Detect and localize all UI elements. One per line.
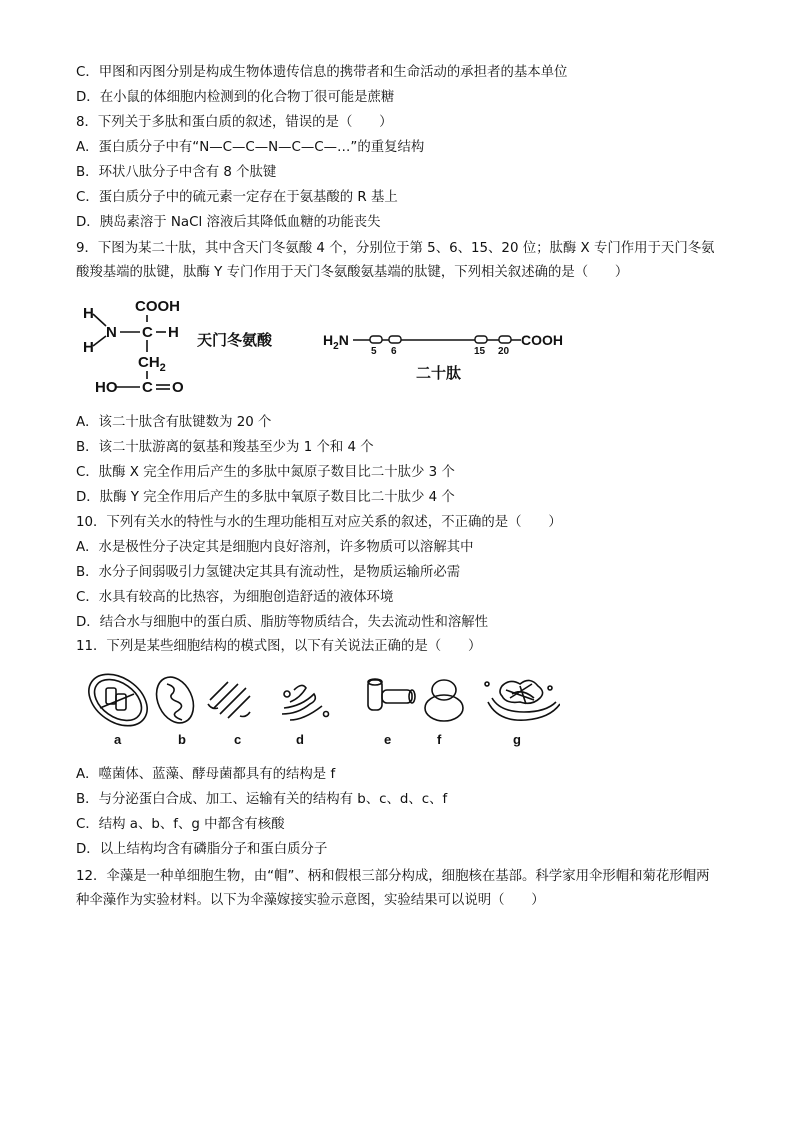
question-10-stem: 10．下列有关水的特性与水的生理功能相互对应关系的叙述，不正确的是（ ） — [76, 515, 562, 530]
position-label: 5 — [371, 346, 377, 357]
cooh-label: COOH — [135, 298, 180, 315]
structure-f-ribosome — [425, 680, 463, 721]
nh2-label: $H_2N$ — [323, 332, 349, 352]
aspartic-acid-bonds — [93, 314, 170, 389]
option-d: D．肽酶 Y 完全作用后产生的多肽中氧原子数目比二十肽少 4 个 — [76, 490, 455, 505]
ho-label: HO — [95, 379, 118, 396]
structure-b-mitochondrion — [149, 671, 200, 729]
ch2-label: $CH_2$ — [138, 354, 166, 374]
structure-label: a — [114, 732, 122, 747]
c-atom-label: C — [142, 379, 153, 396]
structure-label: g — [513, 732, 521, 747]
structure-c-endoplasmic-reticulum — [208, 682, 250, 718]
structure-g-nucleus — [485, 680, 560, 720]
option-c: C．结构 a、b、f、g 中都含有核酸 — [76, 817, 285, 832]
option-c: C．水具有较高的比热容，为细胞创造舒适的液体环境 — [76, 590, 394, 605]
option-a: A．水是极性分子决定其是细胞内良好溶剂，许多物质可以溶解其中 — [76, 540, 474, 555]
position-label: 15 — [474, 346, 486, 357]
peptide-chain — [353, 336, 521, 343]
structure-a-chloroplast — [80, 668, 157, 736]
question-11-stem: 11．下列是某些细胞结构的模式图，以下有关说法正确的是（ ） — [76, 639, 482, 654]
text-line: D．在小鼠的体细胞内检测到的化合物丁很可能是蔗糖 — [76, 90, 395, 105]
option-b: B．水分子间弱吸引力氢键决定其具有流动性，是物质运输所必需 — [76, 565, 461, 580]
structure-label: c — [234, 732, 242, 747]
question-12-stem: 12．伞藻是一种单细胞生物，由“帽”、柄和假根三部分构成，细胞核在基部。科学家用伞形帽和菊花形帽两 — [76, 869, 710, 884]
c-atom-label: C — [142, 324, 153, 341]
o-atom-label: O — [172, 379, 184, 396]
option-b: B．环状八肽分子中含有 8 个肽键 — [76, 165, 277, 180]
structure-label: b — [178, 732, 186, 747]
h-atom-label: H — [83, 339, 94, 356]
option-c: C．肽酶 X 完全作用后产生的多肽中氮原子数目比二十肽少 3 个 — [76, 465, 455, 480]
structure-label: e — [384, 732, 392, 747]
option-a: A．噬菌体、蓝藻、酵母菌都具有的结构是 f — [76, 767, 336, 782]
cooh-end-label: COOH — [521, 332, 563, 348]
residue-5-marker — [370, 336, 382, 343]
text-line: C．甲图和丙图分别是构成生物体遗传信息的携带者和生命活动的承担者的基本单位 — [76, 65, 568, 80]
option-b: B．与分泌蛋白合成、加工、运输有关的结构有 b、c、d、c、f — [76, 792, 448, 807]
option-d: D．以上结构均含有磷脂分子和蛋白质分子 — [76, 842, 328, 857]
residue-20-marker — [499, 336, 511, 343]
position-label: 20 — [498, 346, 510, 357]
structure-e-centriole — [368, 679, 415, 710]
residue-15-marker — [475, 336, 487, 343]
option-c: C．蛋白质分子中的硫元素一定存在于氨基酸的 R 基上 — [76, 190, 398, 205]
peptide-title: 二十肽 — [416, 365, 462, 382]
h-atom-label: H — [168, 324, 179, 341]
option-a: A．该二十肽含有肽键数为 20 个 — [76, 415, 272, 430]
aspartic-acid-title: 天门冬氨酸 — [197, 332, 273, 349]
h-atom-label: H — [83, 305, 94, 322]
aspartic-acid-and-peptide-figure — [80, 292, 600, 404]
structure-label: d — [296, 732, 304, 747]
position-label: 6 — [391, 346, 397, 357]
option-a: A．蛋白质分子中有“N—C—C—N—C—C—…”的重复结构 — [76, 140, 425, 155]
cell-structures-figure — [80, 668, 560, 752]
structure-label: f — [437, 732, 442, 747]
question-9-stem: 9．下图为某二十肽，其中含天门冬氨酸 4 个，分别位于第 5、6、15、20 位；肽酶 X 专门作用于天门冬氨 — [76, 241, 715, 256]
residue-6-marker — [389, 336, 401, 343]
option-d: D．结合水与细胞中的蛋白质、脂肪等物质结合，失去流动性和溶解性 — [76, 615, 489, 630]
n-atom-label: N — [106, 324, 117, 341]
question-9-stem-cont: 酸羧基端的肽键，肽酶 Y 专门作用于天门冬氨酸氨基端的肽键，下列相关叙述确的是（ ） — [76, 265, 629, 280]
option-b: B．该二十肽游离的氨基和羧基至少为 1 个和 4 个 — [76, 440, 374, 455]
option-d: D．胰岛素溶于 NaCl 溶液后其降低血糖的功能丧失 — [76, 215, 381, 230]
question-12-stem-cont: 种伞藻作为实验材料。以下为伞藻嫁接实验示意图，实验结果可以说明（ ） — [76, 893, 545, 908]
structure-d-golgi-apparatus — [282, 685, 329, 720]
question-8-stem: 8．下列关于多肽和蛋白质的叙述，错误的是（ ） — [76, 115, 393, 130]
